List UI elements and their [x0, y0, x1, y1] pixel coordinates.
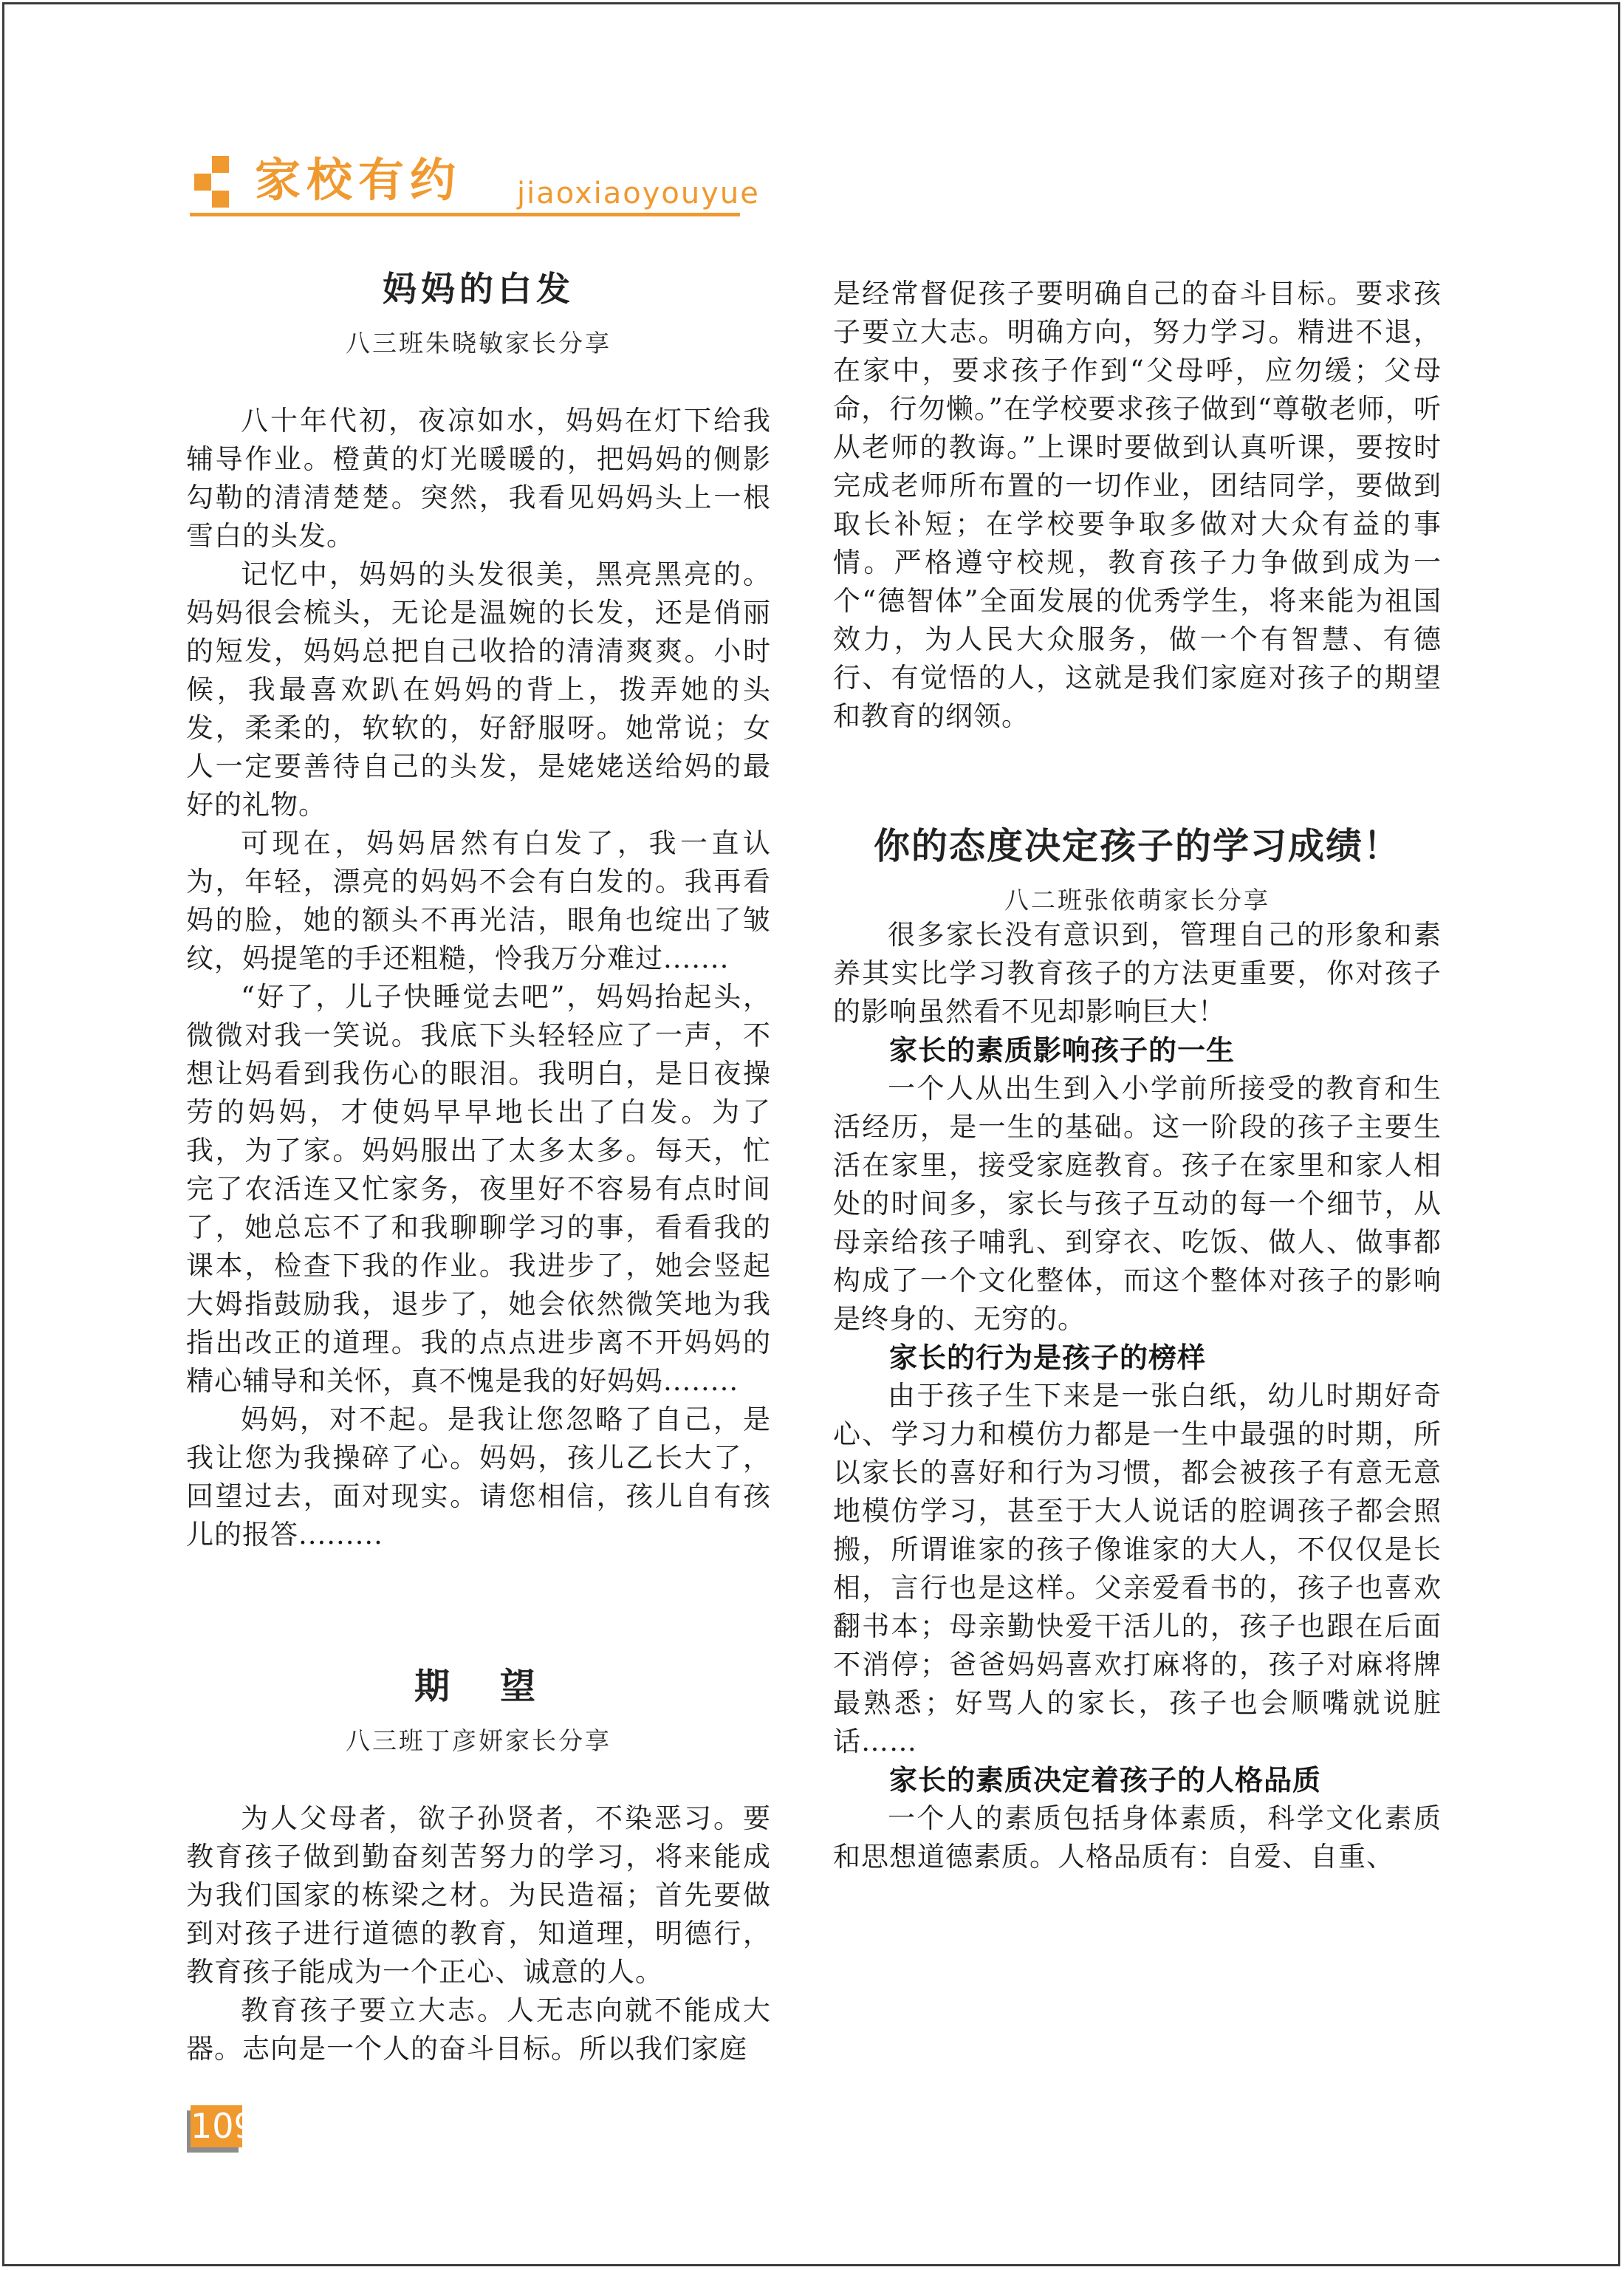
column-header-title: 家校有约 [255, 153, 462, 207]
section-heading: 家长的素质影响孩子的一生 [889, 1033, 1236, 1067]
page-number-badge: 109 [191, 2106, 256, 2146]
checker-logo-icon [194, 156, 230, 209]
paragraph: 可现在，妈妈居然有白发了，我一直认为，年轻，漂亮的妈妈不会有白发的。我再看妈的脸，她的额头不再光洁，眼角也绽出了皱纹，妈提笔的手还粗糙，怜我万分难过....... [186, 827, 771, 974]
left-column [186, 251, 771, 2068]
logo-square [194, 174, 211, 191]
paragraph: 妈妈，对不起。是我让您忽略了自己，是我让您为我操碎了心。妈妈，孩儿乙长大了，回望过去，面对现实。请您相信，孩儿自有孩儿的报答......... [186, 1404, 771, 1551]
paragraph: 八十年代初，夜凉如水，妈妈在灯下给我辅导作业。橙黄的灯光暖暖的，把妈妈的侧影勾勒的清清楚楚。突然，我看见妈妈头上一根雪白的头发。 [186, 405, 771, 552]
paragraph: 一个人从出生到入小学前所接受的教育和生活经历，是一生的基础。这一阶段的孩子主要生活在家里，接受家庭教育。孩子在家里和家人相处的时间多，家长与孩子互动的每一个细节，从母亲给孩子哺乳、到穿衣、吃饭、做人、做事都构成了一个文化整体，而这个整体对孩子的影响是终身的、无穷的。 [833, 1073, 1442, 1335]
section-heading: 家长的行为是孩子的榜样 [889, 1341, 1207, 1374]
article-byline-mother: 八三班朱晓敏家长分享 [346, 329, 611, 358]
paragraph: 由于孩子生下来是一张白纸，幼儿时期好奇心、学习力和模仿力都是一生中最强的时期，所以家长的喜好和行为习惯，都会被孩子有意无意地模仿学习，甚至于大人说话的腔调孩子都会照搬，所谓谁家的孩子像谁家的大人，不仅仅是长相，言行也是这样。父亲爱看书的，孩子也喜欢翻书本；母亲勤快爱干活儿的，孩子也跟在后面不消停；爸爸妈妈喜欢打麻将的，孩子对麻将牌最熟悉；好骂人的家长，孩子也会顺嘴就说脏话…… [833, 1380, 1442, 1757]
paragraph: 一个人的素质包括身体素质，科学文化素质和思想道德素质。人格品质有：自爱、自重、 [833, 1802, 1442, 1873]
paragraph-continuation: 是经常督促孩子要明确自己的奋斗目标。要求孩子要立大志。明确方向，努力学习。精进不退，在家中，要求孩子作到“父母呼，应勿缓；父母命，行勿懒。”在学校要求孩子做到“尊敬老师，听从老师的教诲。”上课时要做到认真听课，要按时完成老师所布置的一切作业，团结同学，要做到取长补短；在学校要争取多做对大众有益的事情。严格遵守校规，教育孩子力争做到成为一个“德智体”全面发展的优秀学生，将来能为祖国效力，为人民大众服务，做一个有智慧、有德行、有觉悟的人，这就是我们家庭对孩子的期望和教育的纲领。 [833, 278, 1442, 732]
paragraph: 记忆中，妈妈的头发很美，黑亮黑亮的。妈妈很会梳头，无论是温婉的长发，还是俏丽的短发，妈妈总把自己收拾的清清爽爽。小时候，我最喜欢趴在妈妈的背上，拨弄她的头发，柔柔的，软软的，好舒服呀。她常说；女人一定要善待自己的头发，是姥姥送给妈的最好的礼物。 [186, 558, 771, 821]
article-title-attitude: 你的态度决定孩子的学习成绩！ [873, 824, 1401, 867]
article-byline-attitude: 八二班张依萌家长分享 [1004, 886, 1270, 915]
article-title-expectation: 期 望 [414, 1666, 543, 1707]
column-header-pinyin: jiaoxiaoyouyue [517, 177, 760, 211]
paragraph: 为人父母者，欲子孙贤者，不染恶习。要教育孩子做到勤奋刻苦努力的学习，将来能成为我们国家的栋梁之材。为民造福；首先要做到对孩子进行道德的教育，知道理，明德行，教育孩子能成为一个正心、诚意的人。 [186, 1802, 771, 1988]
logo-square [212, 156, 229, 173]
right-column [833, 251, 1442, 1876]
article-byline-expectation: 八三班丁彦妍家长分享 [346, 1726, 611, 1755]
paragraph: 很多家长没有意识到，管理自己的形象和素养其实比学习教育孩子的方法更重要，你对孩子的影响虽然看不见却影响巨大！ [833, 919, 1442, 1028]
paragraph: 教育孩子要立大志。人无志向就不能成大器。志向是一个人的奋斗目标。所以我们家庭 [186, 1994, 771, 2065]
logo-square [212, 191, 229, 208]
article-title-mother: 妈妈的白发 [383, 269, 575, 309]
section-heading: 家长的素质决定着孩子的人格品质 [889, 1763, 1322, 1796]
header-rule [190, 213, 740, 216]
paragraph: “好了，儿子快睡觉去吧”，妈妈抬起头，微微对我一笑说。我底下头轻轻应了一声，不想让妈看到我伤心的眼泪。我明白，是日夜操劳的妈妈，才使妈早早地长出了白发。为了我，为了家。妈妈服出了太多太多。每天，忙完了农活连又忙家务，夜里好不容易有点时间了，她总忘不了和我聊聊学习的事，看看我的课本，检查下我的作业。我进步了，她会竖起大姆指鼓励我，退步了，她会依然微笑地为我指出改正的道理。我的点点进步离不开妈妈的精心辅导和关怀，真不愧是我的好妈妈........ [186, 981, 771, 1397]
